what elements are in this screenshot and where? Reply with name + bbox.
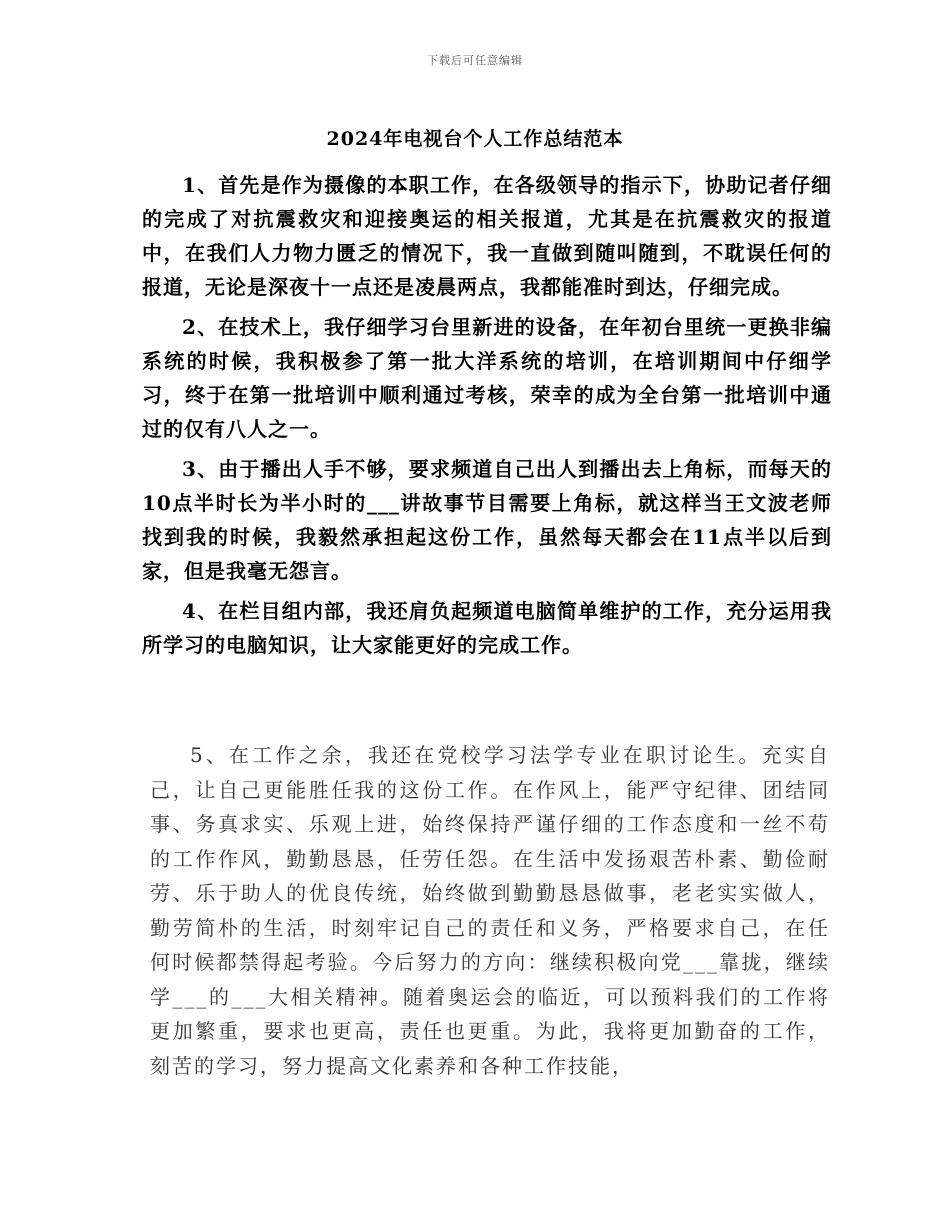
header-note: 下载后可任意编辑 [427, 54, 523, 67]
bold-body-section [142, 168, 832, 668]
paragraph-2: 2、在技术上，我仔细学习台里新进的设备，在年初台里统一更换非编系统的时候，我积极参了第一批大洋系统的培训，在培训期间中仔细学习，终于在第一批培训中顺利通过考核，荣幸的成为全台第一批培训中通过的仅有八人之一。 [142, 315, 832, 441]
paragraph-3: 3、由于播出人手不够，要求频道自己出人到播出去上角标，而每天的10点半时长为半小时的___讲故事节目需要上角标，就这样当王文波老师找到我的时候，我毅然承担起这份工作，虽然每天都会在11点半以后到家，但是我毫无怨言。 [142, 457, 832, 583]
document-title: 2024年电视台个人工作总结范本 [326, 128, 624, 150]
paragraph-4: 4、在栏目组内部，我还肩负起频道电脑简单维护的工作，充分运用我所学习的电脑知识，让大家能更好的完成工作。 [142, 599, 832, 657]
paragraph-1: 1、首先是作为摄像的本职工作，在各级领导的指示下，协助记者仔细的完成了对抗震救灾和迎接奥运的相关报道，尤其是在抗震救灾的报道中，在我们人力物力匮乏的情况下，我一直做到随叫随到，不耽误任何的报道，无论是深夜十一点还是凌晨两点，我都能准时到达，仔细完成。 [142, 173, 832, 299]
light-body-section [150, 738, 830, 1083]
paragraph-5: 5、在工作之余，我还在党校学习法学专业在职讨论生。充实自己，让自己更能胜任我的这份工作。在作风上，能严守纪律、团结同事、务真求实、乐观上进，始终保持严谨仔细的工作态度和一丝不苟的工作作风，勤勤恳恳，任劳任怨。在生活中发扬艰苦朴素、勤俭耐劳、乐于助人的优良传统，始终做到勤勤恳恳做事，老老实实做人，勤劳简朴的生活，时刻牢记自己的责任和义务，严格要求自己，在任何时候都禁得起考验。今后努力的方向：继续积极向党___靠拢，继续学___的___大相关精神。随着奥运会的临近，可以预料我们的工作将更加繁重，要求也更高，责任也更重。为此，我将更加勤奋的工作，刻苦的学习，努力提高文化素养和各种工作技能， [150, 743, 830, 1078]
